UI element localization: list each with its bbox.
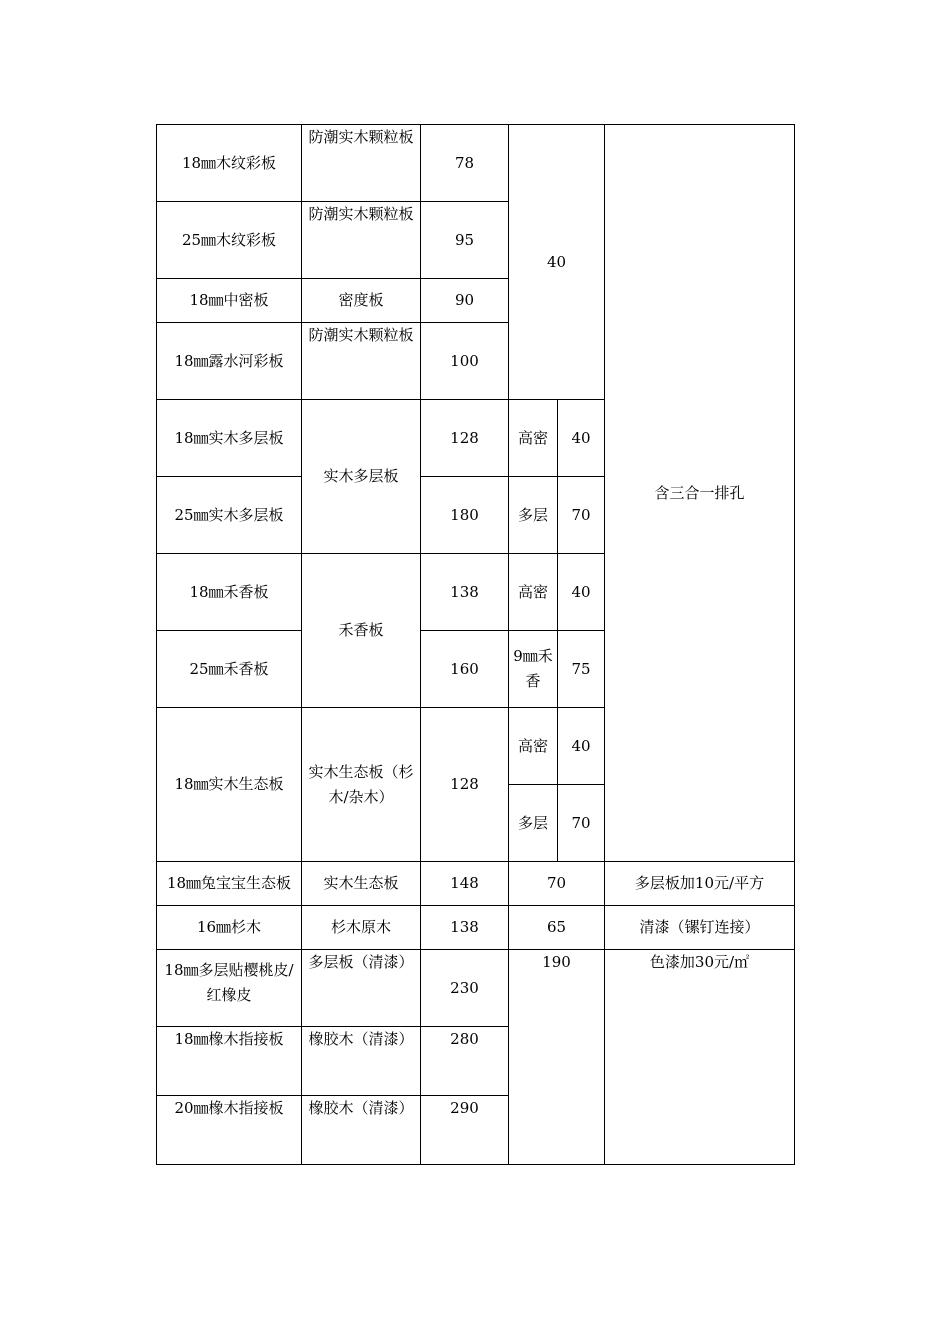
material-cell: 橡胶木（清漆）	[302, 1096, 421, 1165]
material-cell: 实木生态板	[302, 862, 421, 906]
back-price-cell: 70	[509, 862, 605, 906]
material-cell: 多层板（清漆）	[302, 950, 421, 1027]
material-cell: 杉木原木	[302, 906, 421, 950]
price-cell: 95	[421, 202, 509, 279]
back-price-cell: 40	[509, 125, 605, 400]
back-type-cell: 9㎜禾香	[509, 631, 558, 708]
product-name: 18㎜兔宝宝生态板	[157, 862, 302, 906]
material-cell: 密度板	[302, 279, 421, 323]
material-cell: 防潮实木颗粒板	[302, 323, 421, 400]
product-name: 25㎜实木多层板	[157, 477, 302, 554]
product-name: 18㎜中密板	[157, 279, 302, 323]
note-cell: 色漆加30元/㎡	[605, 950, 795, 1165]
note-cell: 多层板加10元/平方	[605, 862, 795, 906]
note-cell: 清漆（镙钉连接）	[605, 906, 795, 950]
price-cell: 180	[421, 477, 509, 554]
back-price-cell: 65	[509, 906, 605, 950]
back-price-cell: 190	[509, 950, 605, 1165]
price-table	[156, 124, 795, 1165]
product-name: 18㎜多层贴樱桃皮/红橡皮	[157, 950, 302, 1027]
material-cell: 防潮实木颗粒板	[302, 202, 421, 279]
table-row	[157, 906, 795, 950]
price-cell: 138	[421, 554, 509, 631]
price-cell: 290	[421, 1096, 509, 1165]
product-name: 16㎜杉木	[157, 906, 302, 950]
price-cell: 128	[421, 400, 509, 477]
material-cell: 橡胶木（清漆）	[302, 1027, 421, 1096]
back-price-cell: 40	[558, 708, 605, 785]
product-name: 25㎜木纹彩板	[157, 202, 302, 279]
table-row	[157, 862, 795, 906]
material-cell: 实木生态板（杉木/杂木）	[302, 708, 421, 862]
table-row	[157, 125, 795, 202]
product-name: 18㎜露水河彩板	[157, 323, 302, 400]
product-name: 18㎜禾香板	[157, 554, 302, 631]
price-cell: 230	[421, 950, 509, 1027]
back-price-cell: 40	[558, 400, 605, 477]
back-type-cell: 高密	[509, 400, 558, 477]
back-price-cell: 75	[558, 631, 605, 708]
note-cell: 含三合一排孔	[605, 125, 795, 862]
back-type-cell: 多层	[509, 785, 558, 862]
price-cell: 100	[421, 323, 509, 400]
product-name: 20㎜橡木指接板	[157, 1096, 302, 1165]
material-cell: 禾香板	[302, 554, 421, 708]
table-row	[157, 950, 795, 1027]
product-name: 18㎜橡木指接板	[157, 1027, 302, 1096]
price-cell: 90	[421, 279, 509, 323]
back-type-cell: 高密	[509, 708, 558, 785]
price-cell: 78	[421, 125, 509, 202]
price-cell: 138	[421, 906, 509, 950]
product-name: 25㎜禾香板	[157, 631, 302, 708]
back-price-cell: 70	[558, 477, 605, 554]
product-name: 18㎜木纹彩板	[157, 125, 302, 202]
back-type-cell: 多层	[509, 477, 558, 554]
product-name: 18㎜实木多层板	[157, 400, 302, 477]
price-cell: 128	[421, 708, 509, 862]
back-type-cell: 高密	[509, 554, 558, 631]
price-cell: 280	[421, 1027, 509, 1096]
product-name: 18㎜实木生态板	[157, 708, 302, 862]
material-cell: 实木多层板	[302, 400, 421, 554]
material-cell: 防潮实木颗粒板	[302, 125, 421, 202]
back-price-cell: 40	[558, 554, 605, 631]
price-cell: 160	[421, 631, 509, 708]
back-price-cell: 70	[558, 785, 605, 862]
price-cell: 148	[421, 862, 509, 906]
